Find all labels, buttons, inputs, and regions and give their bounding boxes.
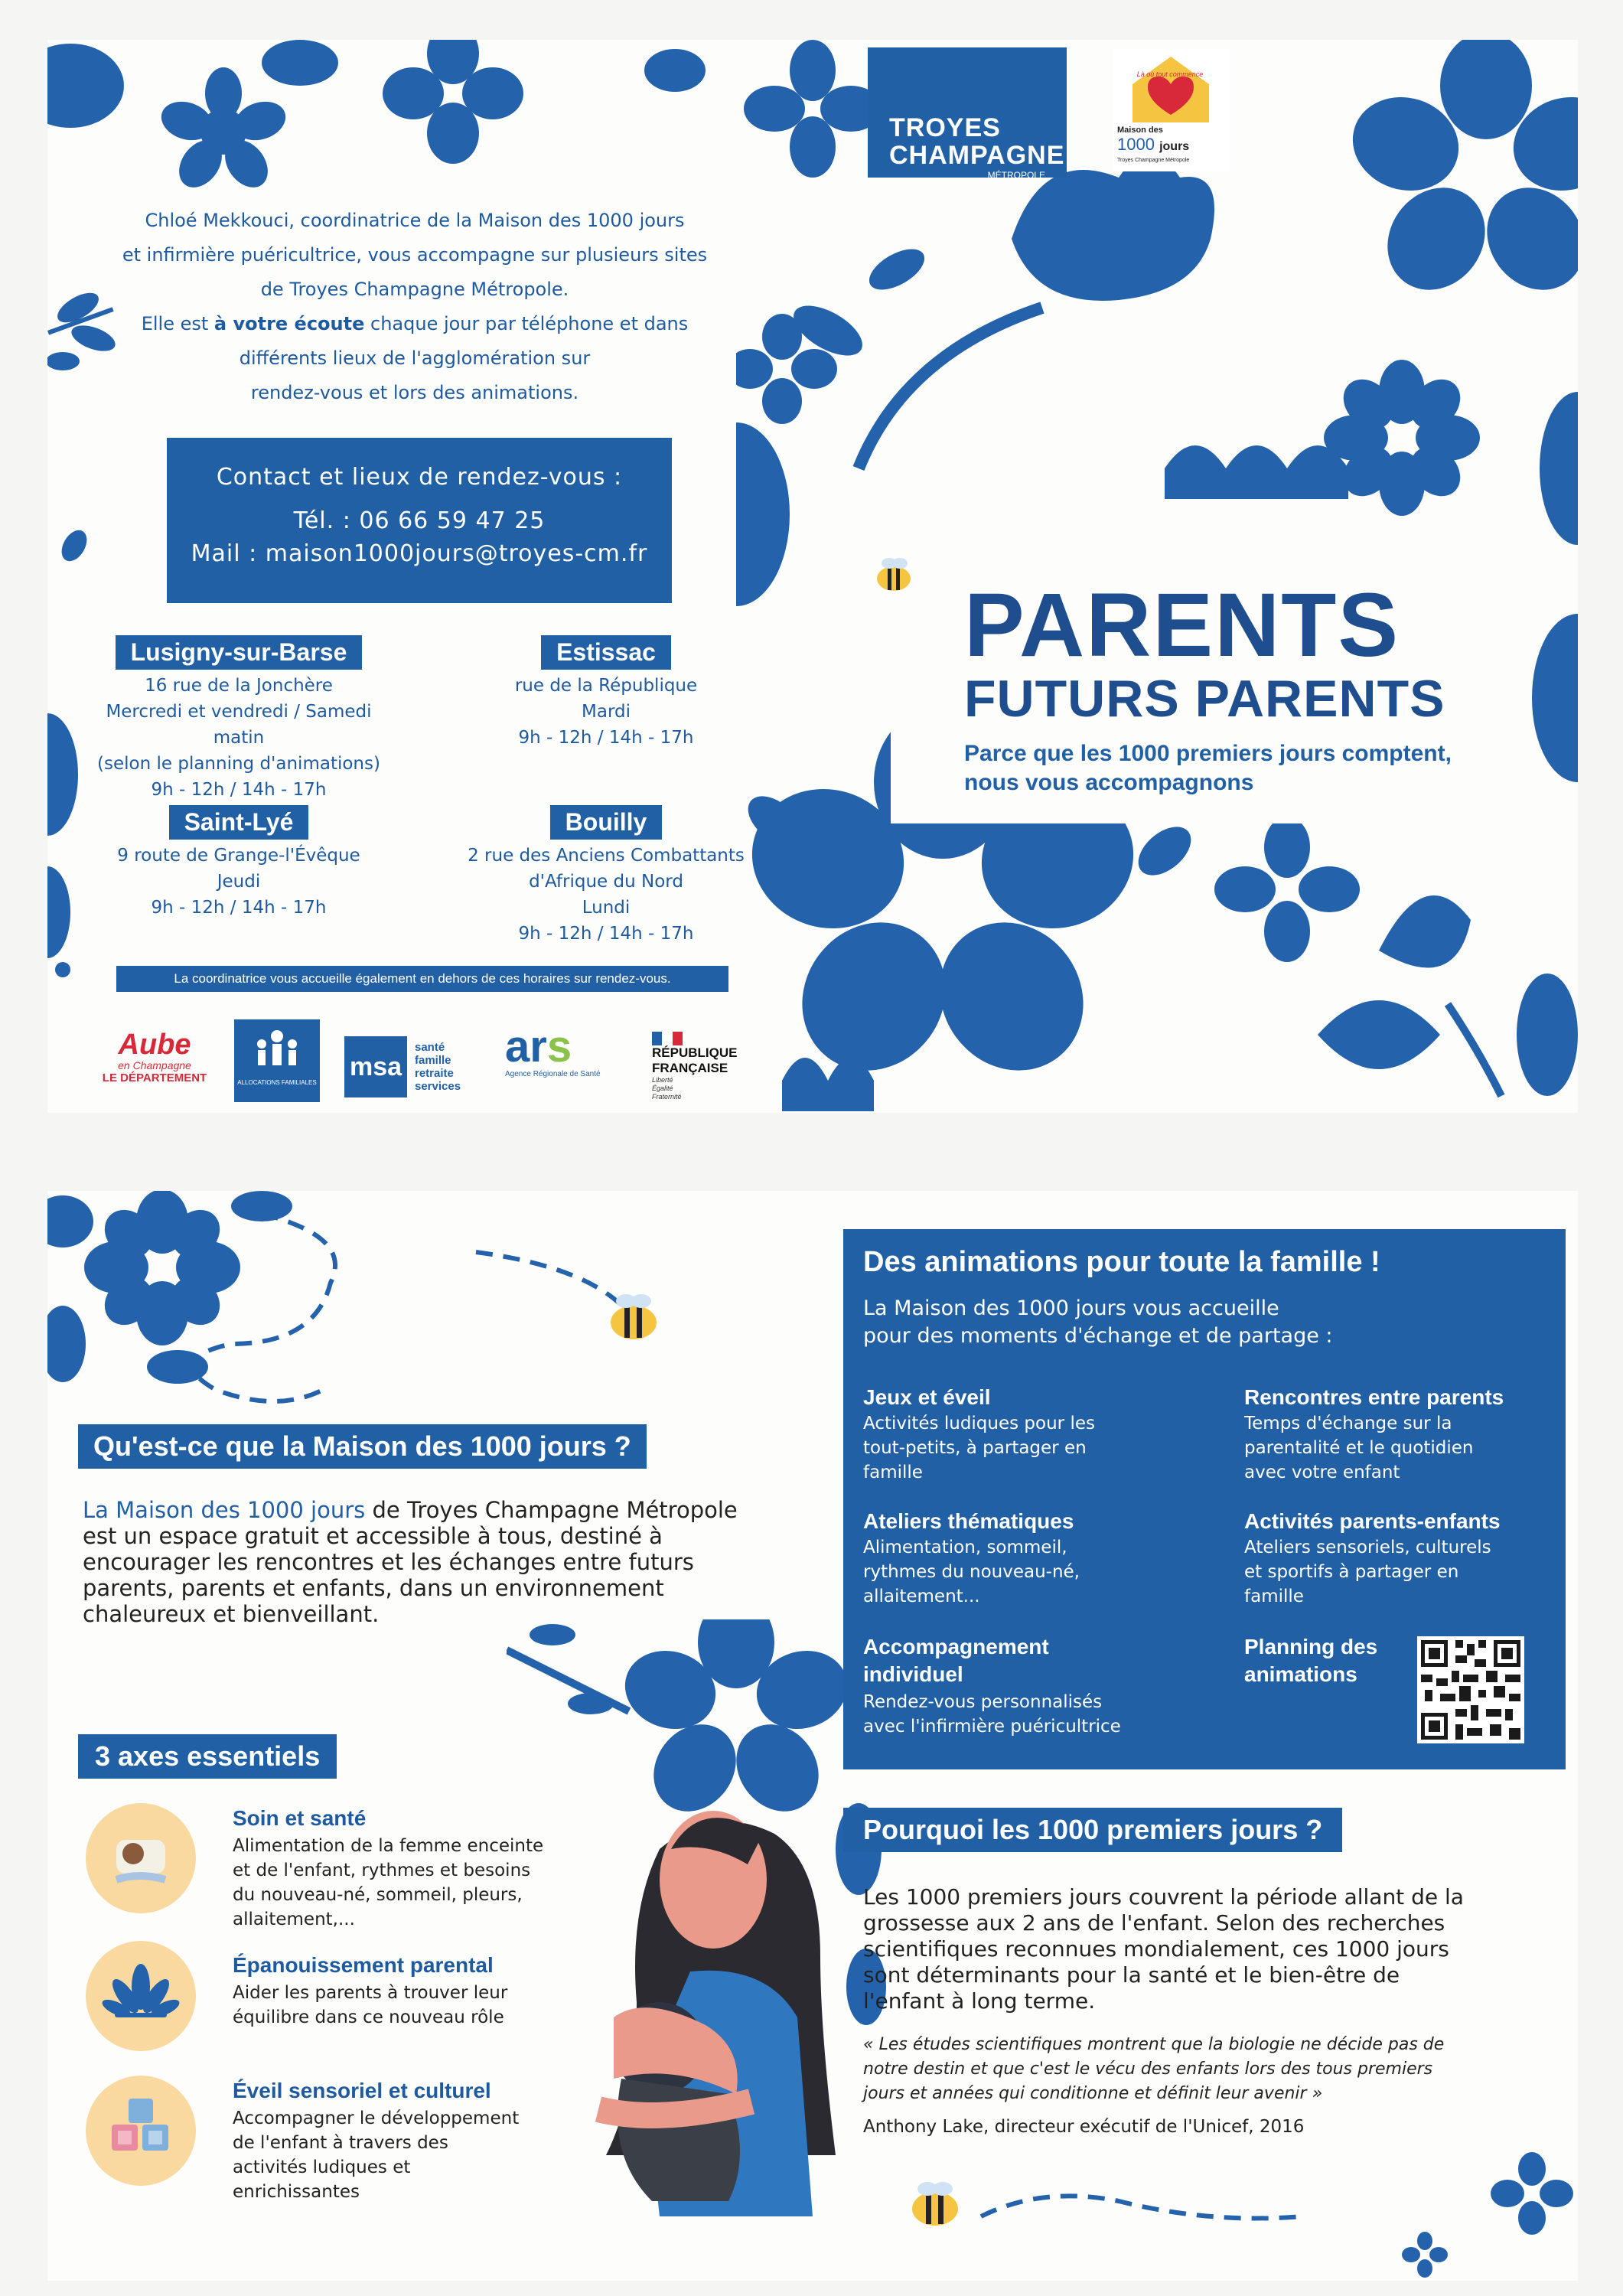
- troyes-champagne-logo: TROYES CHAMPAGNE MÉTROPOLE: [868, 47, 1067, 178]
- animation-item-accompagnement: Accompagnement individuel Rendez-vous personnalisés avec l'infirmière puéricultrice: [863, 1635, 1121, 1737]
- location-name: Lusigny-sur-Barse: [116, 635, 363, 670]
- baby-icon: [86, 1803, 196, 1913]
- location-hours: 9h - 12h / 14h - 17h: [518, 924, 694, 944]
- msa-mark: msa: [344, 1036, 407, 1097]
- location-hours: 9h - 12h / 14h - 17h: [151, 898, 327, 918]
- animation-item-ateliers: Ateliers thématiques Alimentation, sommeil, rythmes du nouveau-né, allaitement...: [863, 1509, 1080, 1606]
- intro-line-4: Elle est à votre écoute chaque jour par téléphone et dans: [141, 313, 689, 334]
- flower-decoration-top-left: [47, 40, 736, 216]
- axis-title: Soin et santé: [233, 1806, 367, 1830]
- location-days: Mercredi et vendredi / Samedi matin: [106, 702, 372, 748]
- location-days: Jeudi: [217, 872, 261, 892]
- location-hours: 9h - 12h / 14h - 17h: [518, 728, 694, 748]
- animations-intro-2: pour des moments d'échange et de partage :: [863, 1324, 1333, 1348]
- bee-icon: [871, 556, 917, 594]
- location-address: rue de la République: [514, 676, 698, 696]
- partner-logo-aube: Aube en Champagne LE DÉPARTEMENT: [102, 1029, 207, 1084]
- house-heart-icon: [1125, 54, 1217, 122]
- cover-title-box: [891, 540, 1495, 823]
- location-bouilly: [453, 805, 759, 947]
- location-note: (selon le planning d'animations): [97, 754, 380, 774]
- location-address: 16 rue de la Jonchère: [145, 676, 333, 696]
- partner-logo-ars: ars Agence Régionale de Santé: [505, 1024, 627, 1078]
- toy-blocks-icon: [86, 2076, 196, 2186]
- location-name: Estissac: [541, 635, 671, 670]
- axis-title: Épanouissement parental: [233, 1953, 494, 1977]
- lotus-icon: [86, 1941, 196, 2051]
- intro-text: [109, 204, 721, 410]
- location-days: Mardi: [582, 702, 631, 722]
- animation-item-jeux: Jeux et éveil Activités ludiques pour les tout-petits, à partager en famille: [863, 1385, 1095, 1482]
- cover-title-1: PARENTS: [964, 575, 1400, 676]
- location-name: Bouilly: [550, 805, 663, 840]
- maison-1000: 1000 jours: [1117, 135, 1190, 154]
- intro-line-3: de Troyes Champagne Métropole.: [260, 279, 569, 300]
- contact-heading: Contact et lieux de rendez-vous :: [216, 464, 623, 491]
- why-heading: Pourquoi les 1000 premiers jours ?: [843, 1808, 1342, 1852]
- location-estissac: [491, 635, 721, 751]
- leaf-decoration-mid: [55, 527, 93, 565]
- intro-line-6: rendez-vous et lors des animations.: [250, 382, 579, 403]
- partner-logo-republique: RÉPUBLIQUE FRANÇAISE Liberté Égalité Fraternité: [652, 1032, 759, 1101]
- intro-line-5: différents lieux de l'agglomération sur: [239, 347, 591, 369]
- axis-title: Éveil sensoriel et culturel: [233, 2079, 491, 2102]
- axes-heading: 3 axes essentiels: [78, 1734, 337, 1779]
- intro-line-2: et infirmière puéricultrice, vous accompagne sur plusieurs sites: [122, 244, 708, 266]
- cover-subtitle-1: Parce que les 1000 premiers jours comptent,: [964, 741, 1452, 766]
- why-quote: « Les études scientifiques montrent que la biologie ne décide pas de notre destin et que c'est le vécu des enfants lors des tous premiers jours et années qui conditionne et définit leur avenir »: [863, 2035, 1445, 2103]
- maison-1000-jours-logo: Là où tout commence Maison des 1000 jours Troyes Champagne Métropole: [1113, 49, 1229, 171]
- why-paragraph: Les 1000 premiers jours couvrent la période allant de la grossesse aux 2 ans de l'enfant. Selon des recherches scientifiques reconnues mondialement, ces 1000 jours sont déterminants pour la santé et le bien-être de l'enfant à long terme.: [863, 1884, 1464, 2014]
- planning-link[interactable]: Planning des animations: [1244, 1635, 1378, 1686]
- appointment-notice: La coordinatrice vous accueille également en dehors de ces horaires sur rendez-vous.: [116, 966, 728, 992]
- bee-trail-decoration: [889, 2148, 1578, 2281]
- qr-code-icon[interactable]: [1417, 1636, 1524, 1743]
- what-heading: Qu'est-ce que la Maison des 1000 jours ?: [78, 1424, 647, 1469]
- quote-author: Anthony Lake, directeur exécutif de l'Unicef, 2016: [863, 2117, 1305, 2137]
- ars-mark: ars: [505, 1022, 572, 1071]
- animation-item-rencontres: Rencontres entre parents Temps d'échange sur la parentalité et le quotidien avec votre enfant: [1244, 1385, 1504, 1482]
- location-address: 9 route de Grange-l'Évêque: [117, 846, 360, 866]
- location-saint-lye: [93, 805, 384, 921]
- intro-line-1: Chloé Mekkouci, coordinatrice de la Maison des 1000 jours: [145, 210, 685, 231]
- partner-logo-caf: ALLOCATIONS FAMILIALES: [234, 1019, 320, 1102]
- contact-email[interactable]: Mail : maison1000jours@troyes-cm.fr: [191, 540, 648, 567]
- marianne-icon: [652, 1032, 683, 1045]
- location-name: Saint-Lyé: [169, 805, 309, 840]
- front-panel: [47, 40, 1578, 1113]
- contact-box: [167, 438, 672, 603]
- animations-heading: Des animations pour toute la famille !: [863, 1246, 1380, 1278]
- location-lusigny: [78, 635, 399, 803]
- location-days: Lundi: [582, 898, 631, 918]
- what-paragraph: La Maison des 1000 jours de Troyes Champagne Métropole est un espace gratuit et accessible à tous, destiné à encourager les rencontres et les échanges entre futurs parents, parents et enfants, dans un environnement chaleureux et bienveillant.: [83, 1497, 738, 1627]
- animations-intro-1: La Maison des 1000 jours vous accueille: [863, 1296, 1279, 1320]
- cover-title-2: FUTURS PARENTS: [964, 670, 1445, 728]
- animations-box: [843, 1229, 1566, 1769]
- location-address: 2 rue des Anciens Combattants: [468, 846, 745, 866]
- caf-family-icon: [234, 1019, 320, 1079]
- location-address-2: d'Afrique du Nord: [529, 872, 683, 892]
- bee-icon: [603, 1290, 664, 1344]
- cover-subtitle-2: nous vous accompagnons: [964, 770, 1254, 795]
- back-panel: Qu'est-ce que la Maison des 1000 jours ? La Maison des 1000 jours de Troyes Champagne Métropole est un espace gratuit et accessible à tous, destiné à encourager les rencontres et les échanges entre futurs parents, parents et enfants, dans un environnement chaleureux et bienveillant. 3 axes essentiels Soin et santé Alimentation de la femme enceinte et de l'enfant, rythmes et besoins du nouveau-né, sommeil, pleurs, allaitement,... Épanouissement parental Aider les parents à trouver leur équilibre dans ce nouveau rôle Éveil sensoriel et culturel Accompagner le développement de l'enfant à travers des activités ludiques et enrichissantes Des animations pour toute la famille ! La Maison des 1000 jours vous accueille pour des moments d'échange et de partage : Jeux et éveil Activités ludiques pour les tout-petits, à partager en famille Rencontres entre parents Temps d'échange sur la parentalité et le quotidien avec votre enfant Ateliers thématiques Alimentation, sommeil, rythmes du nouveau-né, allaitement... Activités parents-enfants Ateliers sensoriels, culturels et sportifs à partager en famille Accompagnement individuel Rendez-vous personnalisés avec l'infirmière puéricultrice Planning des animations Pourquoi les 1000 premiers jours ? Les 1000 premiers jours couvrent la période allant de la grossesse aux 2 ans de l'enfant. Selon des recherches scientifiques reconnues mondialement, ces 1000 jours sont déterminants pour la santé et le bien-être de l'enfant à long terme. « Les études scientifiques montrent que la biologie ne décide pas de notre destin et que c'est le vécu des enfants lors des tous premiers jours et années qui conditionne et définit leur avenir » Anthony Lake, directeur exécutif de l'Unicef, 2016: [47, 1191, 1578, 2281]
- location-hours: 9h - 12h / 14h - 17h: [151, 780, 327, 800]
- animation-item-activites: Activités parents-enfants Ateliers sensoriels, culturels et sportifs à partager en famille: [1244, 1509, 1501, 1606]
- contact-phone[interactable]: Tél. : 06 66 59 47 25: [293, 507, 546, 534]
- partner-logo-msa: msa santé famille retraite services: [344, 1036, 482, 1097]
